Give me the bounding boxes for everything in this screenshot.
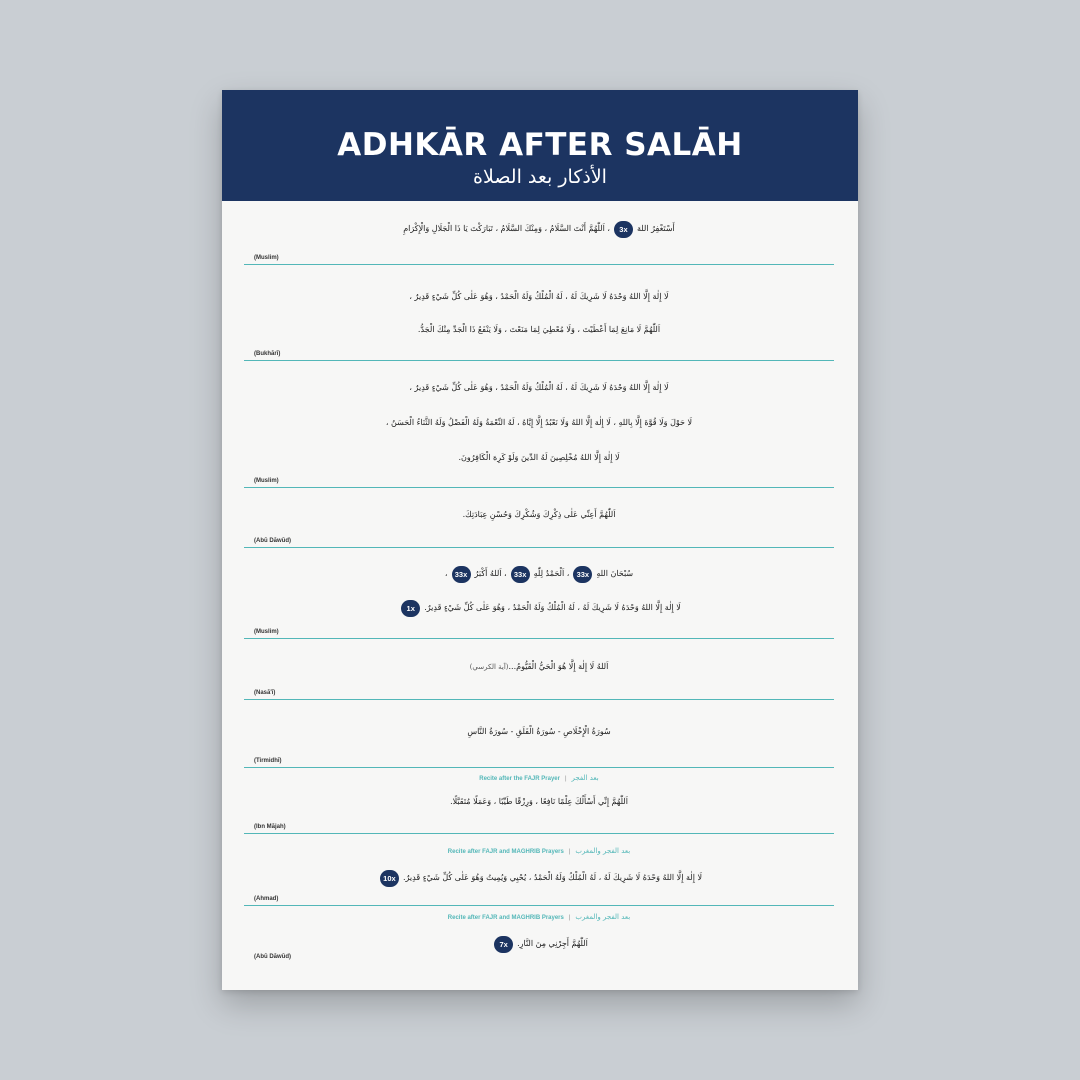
- dhikr-line: لَا حَوْلَ وَلَا قُوَّةَ إِلَّا بِاللهِ ، لَا إِلٰهَ إِلَّا اللهُ وَلَا نَعْبُدُ إِلَّا إِيَّاهُ ، لَهُ النِّعْمَةُ وَلَهُ الْفَضْلُ وَلَهُ الثَّنَاءُ الْحَسَنُ ،: [385, 418, 693, 427]
- dhikr-section-9: [244, 833, 834, 906]
- reference: (Ibn Mājah): [254, 824, 286, 830]
- dhikr-text: ، اَللهُ أَكْبَرُ: [474, 569, 507, 578]
- note-english: Recite after FAJR and MAGHRIB Prayers: [447, 849, 564, 855]
- dhikr-section-10: [244, 905, 834, 975]
- ayat-al-kursi-label: (آية الكرسي): [469, 663, 509, 671]
- dhikr-line: لَا إِلٰهَ إِلَّا اللهُ مُخْلِصِينَ لَهُ الدِّينَ وَلَوْ كَرِهَ الْكَافِرُونَ.: [458, 453, 620, 462]
- note-arabic: بعد الفجر والمغرب: [575, 913, 631, 921]
- dhikr-text: سُبْحَانَ اللهِ: [596, 569, 634, 578]
- note-arabic: بعد الفجر: [571, 774, 599, 782]
- note-separator: |: [568, 849, 571, 855]
- dhikr-text: اَللهُ لَا إِلٰهَ إِلَّا هُوَ الْحَيُّ الْقَيُّومُ...: [508, 662, 609, 671]
- dhikr-line: لَا إِلٰهَ إِلَّا اللهُ وَحْدَهُ لَا شَرِيكَ لَهُ ، لَهُ الْمُلْكُ وَلَهُ الْحَمْدُ ، وَهُوَ عَلٰى كُلِّ شَيْءٍ قَدِيرٌ ،: [409, 292, 669, 301]
- dhikr-line: لَا إِلٰهَ إِلَّا اللهُ وَحْدَهُ لَا شَرِيكَ لَهُ ، لَهُ الْمُلْكُ وَلَهُ الْحَمْدُ ، وَهُوَ عَلٰى كُلِّ شَيْءٍ قَدِيرٌ ،: [409, 383, 669, 392]
- count-badge: 10x: [380, 870, 399, 887]
- recite-note: [244, 846, 834, 857]
- reference: (Nasā'ī): [254, 690, 276, 696]
- reference: (Tirmidhī): [254, 758, 282, 764]
- dhikr-line: [244, 656, 834, 678]
- reference: (Abū Dāwūd): [254, 954, 291, 960]
- note-separator: |: [568, 915, 571, 921]
- dhikr-line: [244, 867, 834, 889]
- dhikr-section-5: [244, 547, 834, 639]
- note-english: Recite after the FAJR Prayer: [479, 776, 560, 782]
- reference: (Ahmad): [254, 896, 279, 902]
- dhikr-line: [244, 597, 834, 619]
- dhikr-text: لَا إِلٰهَ إِلَّا اللهُ وَحْدَهُ لَا شَرِيكَ لَهُ ، لَهُ الْمُلْكُ وَلَهُ الْحَمْدُ ، يُحْيِي وَيُمِيتُ وَهُوَ عَلٰى كُلِّ شَيْءٍ قَدِيرٌ.: [402, 873, 703, 882]
- dhikr-line: سُورَةُ الْإِخْلَاصِ - سُورَةُ الْفَلَقِ - سُورَةُ النَّاسِ: [467, 727, 611, 736]
- page-title: ADHKĀR AFTER SALĀH: [337, 127, 743, 163]
- count-badge: 33x: [452, 566, 471, 583]
- count-badge: 7x: [494, 936, 513, 953]
- note-arabic: بعد الفجر والمغرب: [575, 847, 631, 855]
- dhikr-line: [244, 563, 834, 585]
- dhikr-text: لَا إِلٰهَ إِلَّا اللهُ وَحْدَهُ لَا شَرِيكَ لَهُ ، لَهُ الْمُلْكُ وَلَهُ الْحَمْدُ ، وَهُوَ عَلٰى كُلِّ شَيْءٍ قَدِيرٌ.: [424, 603, 681, 612]
- dhikr-section-3: [244, 360, 834, 488]
- dhikr-text: أَسْتَغْفِرُ اللهَ: [636, 224, 675, 233]
- dhikr-line: اَللّٰهُمَّ لَا مَانِعَ لِمَا أَعْطَيْتَ ، وَلَا مُعْطِيَ لِمَا مَنَعْتَ ، وَلَا يَنْفَعُ ذَا الْجَدِّ مِنْكَ الْجَدُّ.: [417, 325, 661, 334]
- dhikr-line: [244, 933, 834, 955]
- page-title-arabic: الأذكار بعد الصلاة: [473, 166, 607, 188]
- dhikr-section-1: [244, 201, 834, 265]
- dhikr-section-7: [244, 699, 834, 768]
- recite-note: [244, 773, 834, 784]
- note-separator: |: [564, 776, 567, 782]
- poster: [222, 90, 858, 990]
- dhikr-section-4: [244, 487, 834, 548]
- count-badge: 1x: [401, 600, 420, 617]
- dhikr-text: اَللّٰهُمَّ أَجِرْنِي مِنَ النَّارِ.: [517, 939, 588, 948]
- dhikr-section-2: [244, 264, 834, 361]
- reference: (Muslim): [254, 255, 279, 261]
- dhikr-line: اَللّٰهُمَّ إِنِّي أَسْأَلُكَ عِلْمًا نَافِعًا ، وَرِزْقًا طَيِّبًا ، وَعَمَلًا مُتَقَبَّلًا.: [450, 797, 628, 806]
- reference: (Bukhārī): [254, 351, 281, 357]
- dhikr-text: ، اَلْحَمْدُ لِلّٰهِ: [533, 569, 570, 578]
- dhikr-section-8: [244, 767, 834, 834]
- note-english: Recite after FAJR and MAGHRIB Prayers: [447, 915, 564, 921]
- dhikr-text: ، اَللّٰهُمَّ أَنْتَ السَّلَامُ ، وَمِنْكَ السَّلَامُ ، تَبَارَكْتَ يَا ذَا الْجَلَالِ وَالْإِكْرَامِ: [403, 224, 610, 233]
- dhikr-text: ،: [444, 569, 448, 578]
- dhikr-line: اَللّٰهُمَّ أَعِنِّي عَلٰى ذِكْرِكَ وَشُكْرِكَ وَحُسْنِ عِبَادَتِكَ.: [462, 510, 616, 519]
- reference: (Abū Dāwūd): [254, 538, 291, 544]
- recite-note: [244, 912, 834, 923]
- reference: (Muslim): [254, 629, 279, 635]
- count-badge: 33x: [511, 566, 530, 583]
- reference: (Muslim): [254, 478, 279, 484]
- header-banner: [222, 90, 858, 201]
- count-badge: 3x: [614, 221, 633, 238]
- dhikr-section-6: [244, 638, 834, 700]
- dhikr-line: [244, 218, 834, 240]
- count-badge: 33x: [573, 566, 592, 583]
